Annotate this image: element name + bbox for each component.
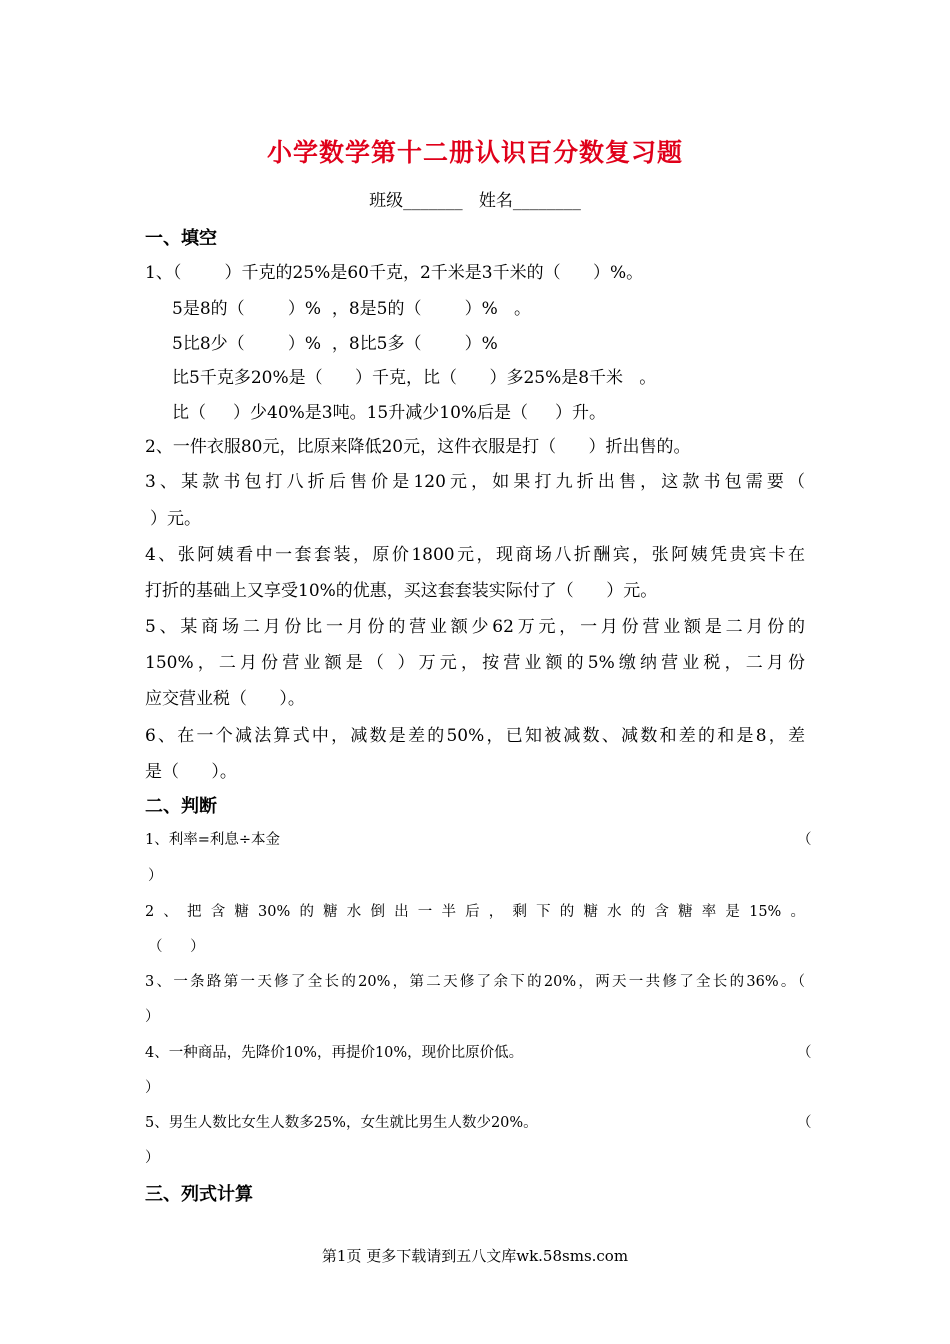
page-footer: 第1页 更多下载请到五八文库wk.58sms.com: [321, 1247, 629, 1265]
judge-4: 4、一种商品，先降价10%，再提价10%，现价比原价低。: [145, 1045, 524, 1061]
judge-3: 3、一条路第一天修了全长的20%，第二天修了余下的20%，两天一共修了全长的36%。（: [145, 974, 805, 990]
question-6a: 6、在一个减法算式中，减数是差的50%，已知被减数、减数和差的和是8，差: [145, 726, 805, 746]
question-2: 2、一件衣服80元，比原来降低20元，这件衣服是打（ ）折出售的。: [145, 437, 691, 457]
question-4a: 4、张阿姨看中一套套装，原价1800元，现商场八折酬宾，张阿姨凭贵宾卡在: [145, 545, 805, 565]
question-6b: 是（ ）。: [145, 762, 237, 782]
question-1c: 5比8少（ ）% ，8比5多（ ）%: [172, 334, 498, 354]
question-5a: 5、某商场二月份比一月份的营业额少62万元，一月份营业额是二月份的: [145, 617, 805, 637]
judge-1: 1、利率=利息÷本金: [145, 832, 281, 848]
question-3b: ）元。: [150, 509, 201, 529]
judge-1-paren-close: ）: [148, 868, 163, 884]
section-fill-heading: 一、填空: [145, 228, 217, 249]
page-title: 小学数学第十二册认识百分数复习题: [266, 138, 683, 167]
question-1a: 1、（ ）千克的25%是60千克，2千米是3千米的（ ）%。: [145, 263, 644, 283]
question-1d: 比5千克多20%是（ ）千克，比（ ）多25%是8千米 。: [172, 368, 657, 388]
judge-5-paren-open: （: [797, 1115, 812, 1131]
question-1e: 比（ ）少40%是3吨。15升减少10%后是（ ）升。: [172, 403, 607, 423]
judge-1-paren-open: （: [797, 832, 812, 848]
question-5c: 应交营业税（ ）。: [145, 689, 305, 709]
judge-5-paren-close: ）: [145, 1150, 160, 1166]
judge-5: 5、男生人数比女生人数多25%，女生就比男生人数少20%。: [145, 1115, 538, 1131]
question-4b: 打折的基础上又享受10%的优惠，买这套套装实际付了（ ）元。: [145, 581, 658, 601]
judge-3-paren-close: ）: [145, 1009, 160, 1025]
question-5b: 150%，二月份营业额是（ ）万元，按营业额的5%缴纳营业税，二月份: [145, 653, 805, 673]
judge-2-paren: （ ）: [148, 939, 205, 955]
class-name-line: 班级_______ 姓名________: [369, 191, 581, 211]
question-3a: 3、某款书包打八折后售价是120元，如果打九折出售，这款书包需要（: [145, 472, 805, 492]
judge-4-paren-open: （: [797, 1045, 812, 1061]
judge-2: 2、把含糖30%的糖水倒出一半后，剩下的糖水的含糖率是15%。: [145, 904, 805, 920]
section-calc-heading: 三、列式计算: [145, 1184, 253, 1205]
question-1b: 5是8的（ ）% ，8是5的（ ）% 。: [172, 299, 532, 319]
section-judge-heading: 二、判断: [145, 796, 217, 817]
judge-4-paren-close: ）: [145, 1080, 160, 1096]
